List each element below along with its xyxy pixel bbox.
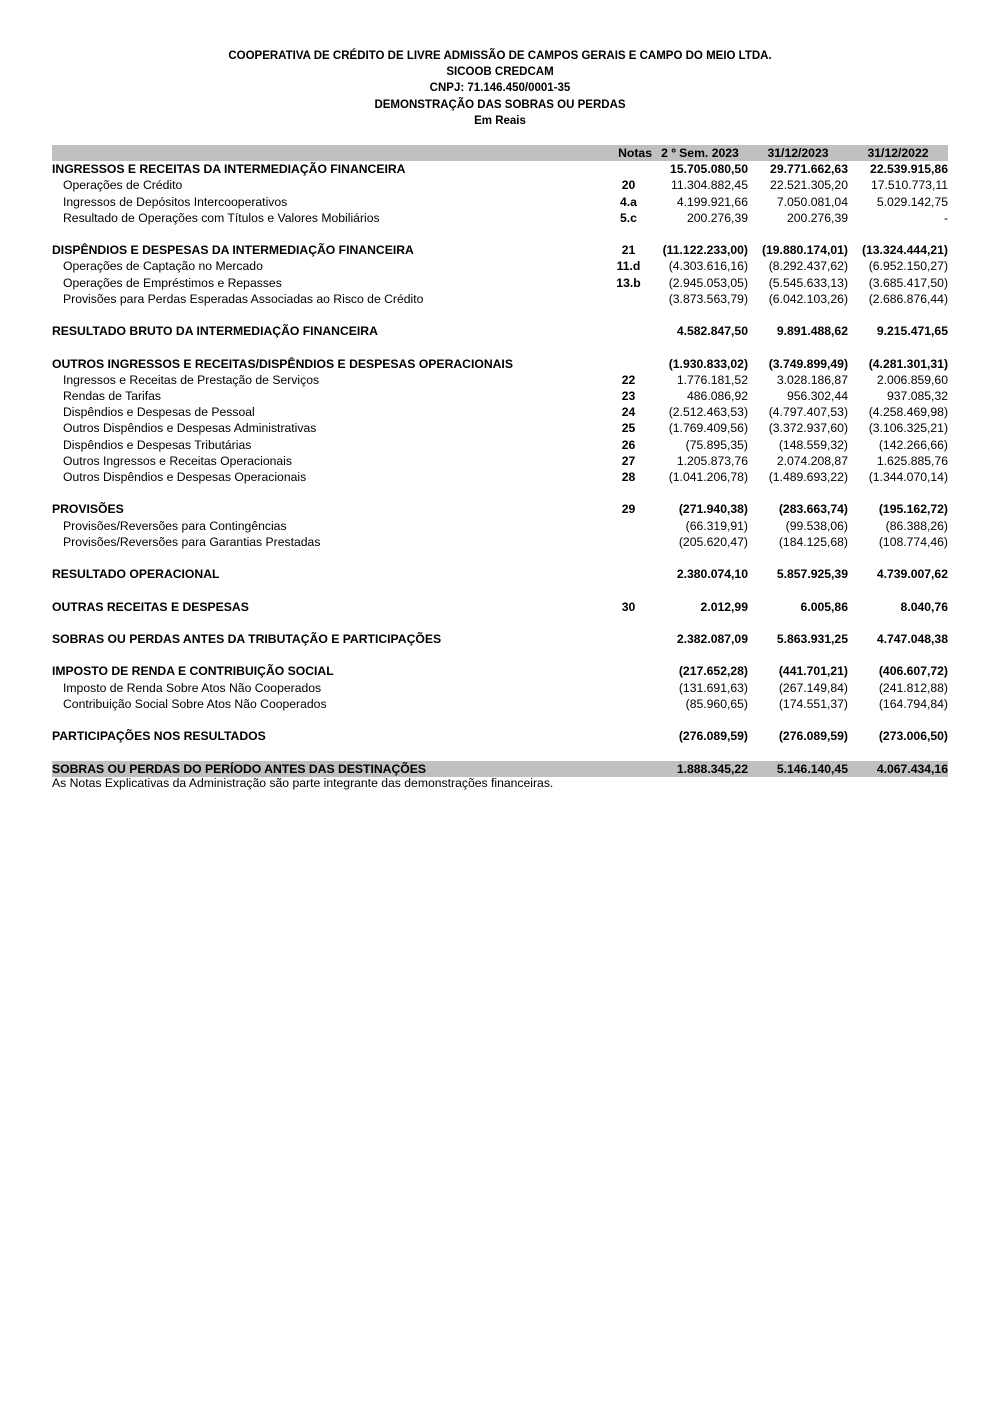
row-note: 23: [621, 389, 636, 403]
value-31-12-2022: (4.258.469,98): [868, 405, 948, 420]
row-label: OUTRAS RECEITAS E DESPESAS: [52, 599, 249, 614]
value-31-12-2023: (4.797.407,53): [768, 405, 848, 420]
document-header: [0, 48, 1000, 129]
value-31-12-2023: 956.302,44: [787, 389, 848, 403]
value-2nd-semester-2023: 200.276,39: [687, 210, 748, 225]
header-31-12-2022: 31/12/2022: [848, 145, 948, 161]
footnote: As Notas Explicativas da Administração são parte integrante das demonstrações financeiras.: [52, 776, 554, 790]
value-31-12-2023: 200.276,39: [787, 210, 848, 225]
value-31-12-2022: (273.006,50): [878, 729, 948, 744]
value-31-12-2022: (406.607,72): [878, 664, 948, 679]
row-note: [605, 696, 652, 712]
table-header-row: [52, 145, 948, 161]
table-row: [52, 194, 948, 210]
row-note: 13.b: [616, 275, 641, 290]
value-31-12-2023: (3.749.899,49): [768, 356, 848, 371]
row-note: [605, 534, 652, 550]
value-31-12-2022: (86.388,26): [885, 518, 948, 533]
header-notes: Notas: [605, 145, 652, 161]
spacer-row: [52, 339, 948, 355]
value-31-12-2023: (19.880.174,01): [761, 243, 848, 258]
row-note: [605, 631, 652, 647]
brand-name: SICOOB CREDCAM: [446, 66, 554, 79]
row-note: [605, 566, 652, 582]
value-2nd-semester-2023: 2.380.074,10: [676, 567, 748, 582]
value-31-12-2023: (99.538,06): [785, 518, 848, 533]
table-row: [52, 534, 948, 550]
value-31-12-2023: (8.292.437,62): [768, 259, 848, 274]
spacer-cell: [52, 712, 948, 728]
value-31-12-2022: 2.006.859,60: [876, 372, 948, 387]
value-31-12-2022: -: [943, 210, 948, 225]
value-2nd-semester-2023: (1.769.409,56): [668, 421, 748, 436]
row-label: Outros Dispêndios e Despesas Administrativas: [63, 421, 317, 436]
value-31-12-2023: 5.863.931,25: [776, 631, 848, 646]
row-note: [605, 728, 652, 744]
value-31-12-2023: 22.521.305,20: [770, 178, 848, 193]
row-label: Resultado de Operações com Títulos e Valores Mobiliários: [63, 210, 380, 225]
row-note: 29: [621, 502, 636, 517]
value-31-12-2022: 8.040,76: [900, 599, 948, 614]
spacer-row: [52, 582, 948, 598]
value-31-12-2022: (241.812,88): [878, 680, 948, 695]
row-note: 5.c: [620, 210, 637, 225]
spacer-row: [52, 712, 948, 728]
cnpj: CNPJ: 71.146.450/0001-35: [429, 82, 571, 95]
table-row: [52, 258, 948, 274]
table-row: [52, 680, 948, 696]
value-2nd-semester-2023: (75.895,35): [685, 437, 748, 452]
row-note: [605, 663, 652, 679]
row-label: Rendas de Tarifas: [63, 389, 162, 403]
value-31-12-2022: (2.686.876,44): [868, 291, 948, 306]
value-2nd-semester-2023: 4.582.847,50: [676, 324, 748, 339]
value-31-12-2022: 937.085,32: [887, 389, 948, 403]
value-31-12-2022: 17.510.773,11: [870, 178, 948, 193]
value-31-12-2023: 5.857.925,39: [776, 567, 848, 582]
row-note: [605, 518, 652, 534]
value-31-12-2022: 5.029.142,75: [876, 194, 948, 209]
table-row: [52, 291, 948, 307]
row-label: Outros Dispêndios e Despesas Operacionais: [63, 470, 307, 485]
row-note: 11.d: [616, 259, 641, 274]
value-31-12-2023: (148.559,32): [778, 437, 848, 452]
row-note: [605, 161, 652, 177]
value-31-12-2022: 4.747.048,38: [876, 631, 948, 646]
table-row: [52, 696, 948, 712]
row-label: Outros Ingressos e Receitas Operacionais: [63, 453, 292, 468]
row-label: Ingressos de Depósitos Intercooperativos: [63, 194, 288, 209]
value-2nd-semester-2023: (1.930.833,02): [668, 356, 748, 371]
value-2nd-semester-2023: (276.089,59): [678, 729, 748, 744]
spacer-row: [52, 550, 948, 566]
table-row: [52, 210, 948, 226]
row-label: INGRESSOS E RECEITAS DA INTERMEDIAÇÃO FINANCEIRA: [52, 162, 406, 177]
row-label: Operações de Crédito: [63, 178, 183, 193]
value-31-12-2023: 3.028.186,87: [776, 372, 848, 387]
row-label: Operações de Captação no Mercado: [63, 259, 263, 274]
value-2nd-semester-2023: 2.382.087,09: [676, 631, 748, 646]
value-31-12-2023: (276.089,59): [778, 729, 848, 744]
value-31-12-2022: (6.952.150,27): [868, 259, 948, 274]
value-2nd-semester-2023: (217.652,28): [678, 664, 748, 679]
value-2nd-semester-2023: (271.940,38): [678, 502, 748, 517]
row-note: 24: [621, 405, 636, 420]
value-31-12-2023: (283.663,74): [778, 502, 848, 517]
value-2nd-semester-2023: (4.303.616,16): [668, 259, 748, 274]
row-note: 20: [621, 178, 636, 193]
row-note: 27: [621, 453, 636, 468]
row-note: [605, 291, 652, 307]
spacer-cell: [52, 582, 948, 598]
value-2nd-semester-2023: (131.691,63): [678, 680, 748, 695]
row-note: 21: [621, 243, 636, 258]
row-note: 30: [621, 599, 636, 614]
row-note: 28: [621, 470, 636, 485]
value-31-12-2022: (142.266,66): [878, 437, 948, 452]
header-label: [52, 145, 605, 161]
value-31-12-2023: (174.551,37): [778, 696, 848, 711]
value-2nd-semester-2023: 486.086,92: [687, 389, 748, 403]
spacer-row: [52, 307, 948, 323]
section-row: [52, 663, 948, 679]
row-label: SOBRAS OU PERDAS ANTES DA TRIBUTAÇÃO E PARTICIPAÇÕES: [52, 631, 442, 646]
section-row: [52, 728, 948, 744]
value-2nd-semester-2023: (2.512.463,53): [668, 405, 748, 420]
value-2nd-semester-2023: (2.945.053,05): [668, 275, 748, 290]
section-row: [52, 566, 948, 582]
value-31-12-2023: 5.146.140,45: [748, 761, 848, 777]
section-row: [52, 323, 948, 339]
row-label: Dispêndios e Despesas de Pessoal: [63, 405, 255, 420]
table-row: [52, 388, 948, 404]
table-body: [52, 161, 948, 777]
row-label: PROVISÕES: [52, 502, 124, 517]
value-31-12-2022: 9.215.471,65: [876, 324, 948, 339]
section-row: [52, 356, 948, 372]
header-31-12-2023: 31/12/2023: [748, 145, 848, 161]
value-31-12-2022: (164.794,84): [878, 696, 948, 711]
row-note: 26: [621, 437, 636, 452]
spacer-cell: [52, 550, 948, 566]
spacer-row: [52, 744, 948, 760]
value-2nd-semester-2023: (66.319,91): [685, 518, 748, 533]
table-row: [52, 177, 948, 193]
value-31-12-2022: 4.067.434,16: [848, 761, 948, 777]
value-2nd-semester-2023: (3.873.563,79): [668, 291, 748, 306]
row-label: SOBRAS OU PERDAS DO PERÍODO ANTES DAS DESTINAÇÕES: [52, 761, 605, 777]
row-label: RESULTADO OPERACIONAL: [52, 567, 220, 582]
statement-title: DEMONSTRAÇÃO DAS SOBRAS OU PERDAS: [374, 98, 626, 111]
value-2nd-semester-2023: (11.122.233,00): [662, 243, 748, 258]
row-note: [605, 761, 652, 777]
row-label: Ingressos e Receitas de Prestação de Serviços: [63, 372, 320, 387]
section-row: [52, 631, 948, 647]
value-2nd-semester-2023: 2.012,99: [700, 599, 748, 614]
value-31-12-2022: 22.539.915,86: [870, 162, 948, 177]
row-note: [605, 323, 652, 339]
value-2nd-semester-2023: 1.776.181,52: [676, 372, 748, 387]
value-31-12-2022: (3.685.417,50): [868, 275, 948, 290]
value-2nd-semester-2023: (85.960,65): [685, 696, 748, 711]
table-row: [52, 404, 948, 420]
row-label: Imposto de Renda Sobre Atos Não Cooperados: [63, 680, 322, 695]
value-31-12-2023: (5.545.633,13): [768, 275, 848, 290]
table-row: [52, 518, 948, 534]
spacer-cell: [52, 339, 948, 355]
value-31-12-2023: (1.489.693,22): [768, 470, 848, 485]
row-note: 22: [621, 372, 636, 387]
value-31-12-2023: 9.891.488,62: [776, 324, 848, 339]
row-label: Provisões para Perdas Esperadas Associadas ao Risco de Crédito: [63, 291, 424, 306]
row-label: Provisões/Reversões para Garantias Prestadas: [63, 534, 321, 549]
row-label: RESULTADO BRUTO DA INTERMEDIAÇÃO FINANCEIRA: [52, 324, 378, 339]
value-2nd-semester-2023: 1.205.873,76: [676, 453, 748, 468]
spacer-cell: [52, 226, 948, 242]
spacer-cell: [52, 307, 948, 323]
currency-unit: Em Reais: [474, 114, 526, 127]
value-2nd-semester-2023: (205.620,47): [678, 534, 748, 549]
section-row: [52, 599, 948, 615]
value-31-12-2023: 29.771.662,63: [770, 162, 848, 177]
row-note: 4.a: [620, 194, 637, 209]
table-row: [52, 469, 948, 485]
table-row: [52, 453, 948, 469]
value-31-12-2022: (13.324.444,21): [861, 243, 948, 258]
spacer-row: [52, 647, 948, 663]
spacer-cell: [52, 615, 948, 631]
value-2nd-semester-2023: (1.041.206,78): [668, 470, 748, 485]
value-31-12-2022: (1.344.070,14): [868, 470, 948, 485]
value-2nd-semester-2023: 4.199.921,66: [676, 194, 748, 209]
income-statement-table: [52, 145, 948, 777]
company-name: COOPERATIVA DE CRÉDITO DE LIVRE ADMISSÃO DE CAMPOS GERAIS E CAMPO DO MEIO LTDA.: [228, 50, 772, 62]
value-31-12-2023: (184.125,68): [778, 534, 848, 549]
table-row: [52, 275, 948, 291]
value-31-12-2022: (195.162,72): [878, 502, 948, 517]
value-31-12-2023: (3.372.937,60): [768, 421, 848, 436]
value-31-12-2023: 7.050.081,04: [776, 194, 848, 209]
value-31-12-2022: (4.281.301,31): [868, 356, 948, 371]
value-2nd-semester-2023: 11.304.882,45: [670, 178, 748, 193]
table-row: [52, 420, 948, 436]
spacer-cell: [52, 485, 948, 501]
row-label: Provisões/Reversões para Contingências: [63, 518, 287, 533]
row-label: DISPÊNDIOS E DESPESAS DA INTERMEDIAÇÃO FINANCEIRA: [52, 243, 414, 258]
value-31-12-2023: (441.701,21): [778, 664, 848, 679]
row-label: OUTROS INGRESSOS E RECEITAS/DISPÊNDIOS E DESPESAS OPERACIONAIS: [52, 356, 513, 371]
value-31-12-2023: (6.042.103,26): [768, 291, 848, 306]
value-31-12-2023: 2.074.208,87: [776, 453, 848, 468]
spacer-row: [52, 226, 948, 242]
value-2nd-semester-2023: 1.888.345,22: [652, 761, 748, 777]
spacer-row: [52, 485, 948, 501]
table-row: [52, 437, 948, 453]
value-31-12-2023: 6.005,86: [800, 599, 848, 614]
header-2nd-semester-2023: 2 º Sem. 2023: [652, 145, 748, 161]
value-31-12-2023: (267.149,84): [778, 680, 848, 695]
row-note: [605, 356, 652, 372]
section-row: [52, 161, 948, 177]
value-2nd-semester-2023: 15.705.080,50: [670, 162, 748, 177]
value-31-12-2022: 1.625.885,76: [876, 453, 948, 468]
value-31-12-2022: (108.774,46): [878, 534, 948, 549]
table-row: [52, 372, 948, 388]
value-31-12-2022: 4.739.007,62: [876, 567, 948, 582]
section-row: [52, 242, 948, 258]
row-note: [605, 680, 652, 696]
section-row: [52, 501, 948, 517]
row-note: 25: [621, 421, 636, 436]
spacer-cell: [52, 744, 948, 760]
spacer-row: [52, 615, 948, 631]
value-31-12-2022: (3.106.325,21): [868, 421, 948, 436]
row-label: Operações de Empréstimos e Repasses: [63, 275, 282, 290]
row-label: Dispêndios e Despesas Tributárias: [63, 437, 252, 452]
spacer-cell: [52, 647, 948, 663]
row-label: Contribuição Social Sobre Atos Não Cooperados: [63, 696, 327, 711]
row-label: PARTICIPAÇÕES NOS RESULTADOS: [52, 729, 266, 744]
row-label: IMPOSTO DE RENDA E CONTRIBUIÇÃO SOCIAL: [52, 664, 334, 679]
